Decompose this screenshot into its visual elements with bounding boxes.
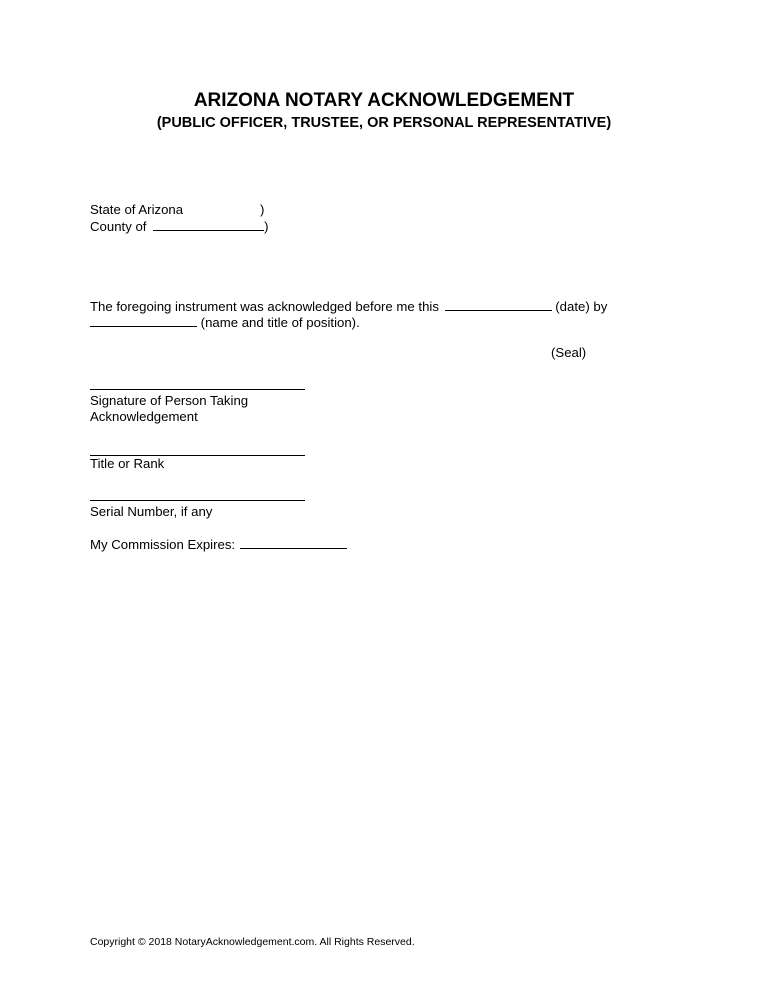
- copyright-footer: Copyright © 2018 NotaryAcknowledgement.com. All Rights Reserved.: [90, 936, 415, 948]
- signature-label-1: Signature of Person Taking: [90, 393, 249, 408]
- document-subtitle: (PUBLIC OFFICER, TRUSTEE, OR PERSONAL REPRESENTATIVE): [156, 115, 612, 131]
- date-blank-field[interactable]: [445, 298, 552, 311]
- ack-prefix: The foregoing instrument was acknowledged before me this: [90, 299, 439, 314]
- county-row: [90, 218, 269, 235]
- county-blank-field[interactable]: [153, 218, 264, 231]
- serial-number-line[interactable]: [90, 500, 305, 501]
- document-title: ARIZONA NOTARY ACKNOWLEDGEMENT: [193, 90, 575, 111]
- signature-label-2: Acknowledgement: [90, 409, 198, 424]
- signature-line[interactable]: [90, 389, 305, 390]
- acknowledgement-line-1: [90, 298, 607, 315]
- commission-blank-field[interactable]: [240, 536, 347, 549]
- title-rank-label: Title or Rank: [90, 456, 165, 471]
- state-label: State of Arizona: [90, 202, 184, 217]
- state-paren: ): [260, 202, 265, 217]
- commission-label: My Commission Expires:: [90, 537, 236, 552]
- acknowledgement-line-2: [90, 314, 360, 331]
- commission-row: [90, 536, 347, 553]
- county-label: County of: [90, 219, 147, 234]
- ack-date-suffix: (date) by: [555, 299, 608, 314]
- name-title-blank-field[interactable]: [90, 314, 197, 327]
- ack-name-suffix: (name and title of position).: [200, 315, 360, 330]
- seal-label: (Seal): [551, 345, 587, 360]
- county-paren: ): [264, 219, 269, 234]
- serial-number-label: Serial Number, if any: [90, 504, 213, 519]
